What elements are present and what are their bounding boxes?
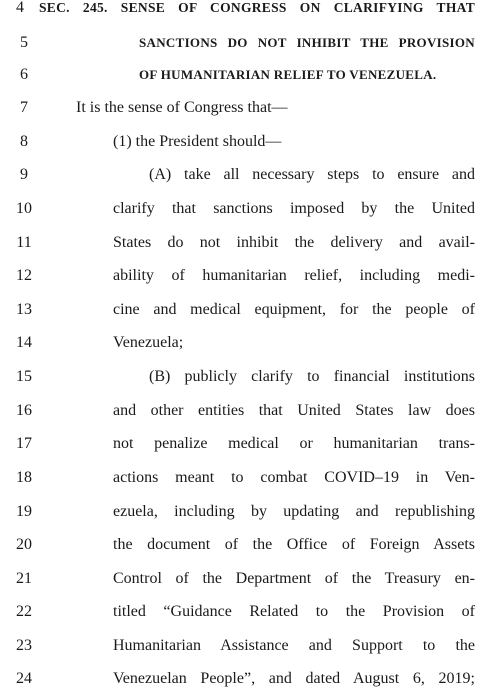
line-number: 13 xyxy=(16,301,32,318)
line-number: 10 xyxy=(16,200,32,217)
line-number: 20 xyxy=(16,536,32,553)
bill-line xyxy=(0,365,501,389)
line-number: 6 xyxy=(20,66,28,83)
line-number: 5 xyxy=(20,34,28,51)
body-text: States do not inhibit the delivery and avail- xyxy=(113,234,475,251)
line-number: 15 xyxy=(16,368,32,385)
bill-line xyxy=(0,634,501,658)
body-text: It is the sense of Congress that— xyxy=(76,99,288,116)
body-text: (A) take all necessary steps to ensure and xyxy=(149,166,475,183)
section-heading: SEC. 245. SENSE OF CONGRESS ON CLARIFYING THAT xyxy=(39,0,475,15)
bill-line xyxy=(0,163,501,187)
section-heading: SANCTIONS DO NOT INHIBIT THE PROVISION xyxy=(139,35,475,50)
body-text: the document of the Office of Foreign Assets xyxy=(113,536,475,553)
body-text: cine and medical equipment, for the people of xyxy=(113,301,475,318)
line-number: 8 xyxy=(20,133,28,150)
bill-line xyxy=(0,130,501,154)
bill-line xyxy=(0,0,501,20)
body-text: (B) publicly clarify to financial institutions xyxy=(149,368,475,385)
line-number: 23 xyxy=(16,637,32,654)
body-text: clarify that sanctions imposed by the United xyxy=(113,200,475,217)
line-number: 14 xyxy=(16,334,32,351)
bill-line xyxy=(0,331,501,355)
line-number: 16 xyxy=(16,402,32,419)
body-text: ability of humanitarian relief, including medi- xyxy=(113,267,475,284)
bill-line xyxy=(0,600,501,624)
bill-line xyxy=(0,298,501,322)
line-number: 18 xyxy=(16,469,32,486)
body-text: Venezuelan People”, and dated August 6, 2019; xyxy=(113,670,475,687)
body-text: ezuela, including by updating and republishing xyxy=(113,503,475,520)
bill-line xyxy=(0,667,501,691)
bill-line xyxy=(0,231,501,255)
line-number: 11 xyxy=(16,234,32,251)
line-number: 7 xyxy=(20,99,28,116)
line-number: 24 xyxy=(16,670,32,687)
bill-line xyxy=(0,63,501,87)
line-number: 9 xyxy=(20,166,28,183)
body-text: Control of the Department of the Treasury en- xyxy=(113,570,475,587)
bill-line xyxy=(0,533,501,557)
body-text: and other entities that United States law does xyxy=(113,402,475,419)
bill-line xyxy=(0,96,501,120)
body-text: actions meant to combat COVID–19 in Ven- xyxy=(113,469,475,486)
bill-line xyxy=(0,197,501,221)
bill-line xyxy=(0,31,501,55)
bill-line xyxy=(0,567,501,591)
line-number: 21 xyxy=(16,570,32,587)
bill-line xyxy=(0,500,501,524)
body-text: not penalize medical or humanitarian trans- xyxy=(113,435,475,452)
section-heading: OF HUMANITARIAN RELIEF TO VENEZUELA. xyxy=(139,67,437,82)
body-text: (1) the President should— xyxy=(113,133,282,150)
bill-line xyxy=(0,432,501,456)
bill-line xyxy=(0,399,501,423)
body-text: Humanitarian Assistance and Support to the xyxy=(113,637,475,654)
line-number: 17 xyxy=(16,435,32,452)
bill-line xyxy=(0,466,501,490)
body-text: titled “Guidance Related to the Provision of xyxy=(113,603,475,620)
line-number: 4 xyxy=(16,0,24,16)
line-number: 22 xyxy=(16,603,32,620)
line-number: 19 xyxy=(16,503,32,520)
body-text: Venezuela; xyxy=(113,334,184,351)
line-number: 12 xyxy=(16,267,32,284)
bill-line xyxy=(0,264,501,288)
